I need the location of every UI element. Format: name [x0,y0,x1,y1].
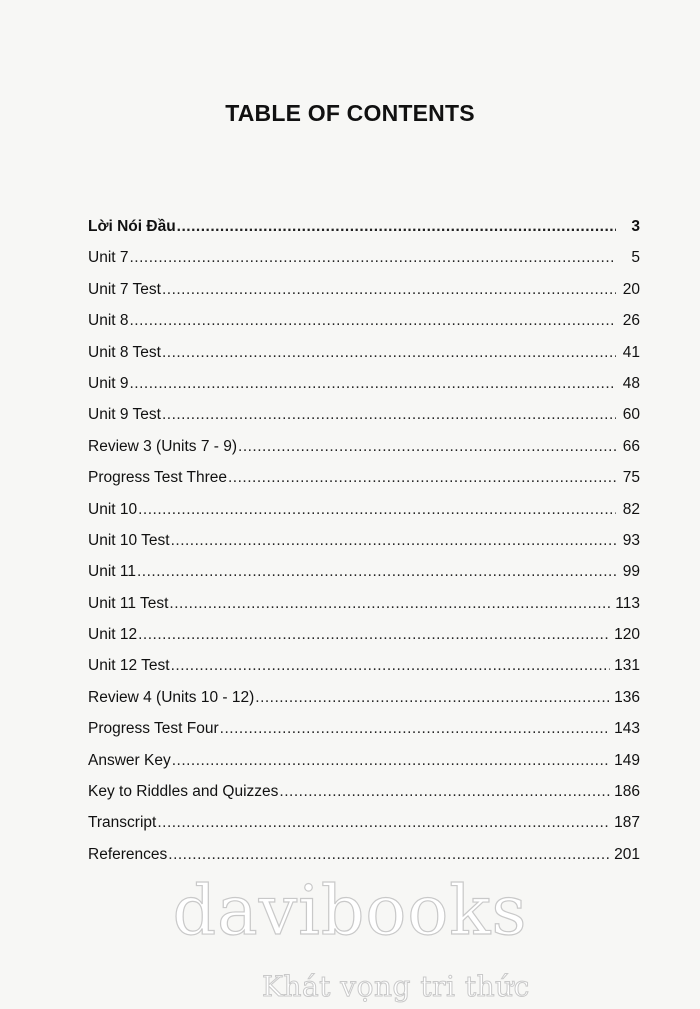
toc-entry [88,494,640,525]
toc-entry [88,588,640,619]
toc-leader-dots [138,494,616,525]
table-of-contents [88,211,640,870]
toc-entry-page-number: 82 [622,500,640,518]
toc-entry [88,619,640,650]
toc-leader-dots [171,650,611,681]
toc-entry [88,650,640,681]
toc-entry-page-number: 113 [615,594,640,612]
toc-entry-label: Progress Test Three [88,469,227,487]
toc-entry [88,305,640,336]
toc-entry-page-number: 26 [622,312,640,330]
toc-leader-dots [138,619,610,650]
toc-entry-page-number: 75 [622,469,640,487]
toc-entry-label: Review 4 (Units 10 - 12) [88,688,255,706]
toc-entry-page-number: 201 [614,845,640,863]
watermark-brand: davibooks [172,872,528,951]
toc-entry-label: Unit 7 Test [88,280,161,298]
toc-entry-page-number: 186 [614,783,640,801]
toc-entry [88,431,640,462]
toc-entry-label: Unit 7 [88,249,129,267]
toc-entry-label: Review 3 (Units 7 - 9) [88,437,238,455]
toc-entry-page-number: 60 [622,406,640,424]
toc-entry-label: Unit 11 [88,563,136,581]
toc-entry-page-number: 66 [622,437,640,455]
toc-entry-label: References [88,845,168,863]
toc-leader-dots [220,713,610,744]
toc-entry-page-number: 41 [622,343,640,361]
toc-entry [88,274,640,305]
toc-entry-page-number: 131 [614,657,640,675]
toc-entry [88,807,640,838]
toc-entry [88,399,640,430]
toc-entry-page-number: 93 [622,531,640,549]
toc-entry-label: Unit 8 [88,312,129,330]
toc-leader-dots [130,305,617,336]
toc-entry-label: Unit 11 Test [88,594,169,612]
toc-entry [88,525,640,556]
toc-leader-dots [162,274,616,305]
toc-entry-page-number: 3 [631,218,640,235]
toc-leader-dots [162,399,616,430]
toc-entry-page-number: 143 [614,720,640,738]
watermark-tagline: Khát vọng tri thức [262,970,530,1003]
toc-leader-dots [157,807,610,838]
toc-entry-page-number: 99 [622,563,640,581]
toc-entry-page-number: 149 [614,751,640,769]
toc-entry-page-number: 120 [614,626,640,644]
toc-entry-page-number: 5 [631,249,640,267]
toc-leader-dots [169,588,611,619]
toc-entry [88,839,640,870]
toc-leader-dots [130,368,617,399]
toc-entry-page-number: 20 [622,280,640,298]
toc-leader-dots [130,242,617,273]
toc-entry-label: Progress Test Four [88,720,219,738]
toc-entry [88,745,640,776]
toc-entry [88,337,640,368]
toc-entry-label: Unit 12 [88,626,138,644]
toc-entry [88,462,640,493]
toc-entry-label: Unit 10 [88,500,138,518]
toc-entry-label: Unit 10 Test [88,531,170,549]
toc-leader-dots [228,462,616,493]
page-title: TABLE OF CONTENTS [225,100,475,126]
toc-leader-dots [279,776,610,807]
toc-leader-dots [177,211,616,242]
toc-entry-page-number: 136 [614,688,640,706]
toc-entry-page-number: 48 [622,374,640,392]
toc-entry-label: Key to Riddles and Quizzes [88,783,279,801]
toc-leader-dots [137,556,616,587]
toc-entry-label: Answer Key [88,751,171,769]
toc-leader-dots [162,337,616,368]
toc-entry-label: Unit 12 Test [88,657,170,675]
toc-entry [88,713,640,744]
toc-entry-label: Lời Nói Đầu [88,218,176,235]
toc-entry-page-number: 187 [614,814,640,832]
toc-entry-label: Transcript [88,814,157,832]
toc-entry-label: Unit 9 [88,374,129,392]
toc-leader-dots [238,431,616,462]
toc-leader-dots [168,839,610,870]
toc-entry-label: Unit 9 Test [88,406,161,424]
toc-entry [88,776,640,807]
toc-entry [88,682,640,713]
toc-leader-dots [255,682,610,713]
toc-leader-dots [172,745,610,776]
toc-entry [88,368,640,399]
toc-entry [88,556,640,587]
toc-leader-dots [171,525,616,556]
toc-entry [88,211,640,242]
toc-entry-label: Unit 8 Test [88,343,161,361]
toc-entry [88,242,640,273]
